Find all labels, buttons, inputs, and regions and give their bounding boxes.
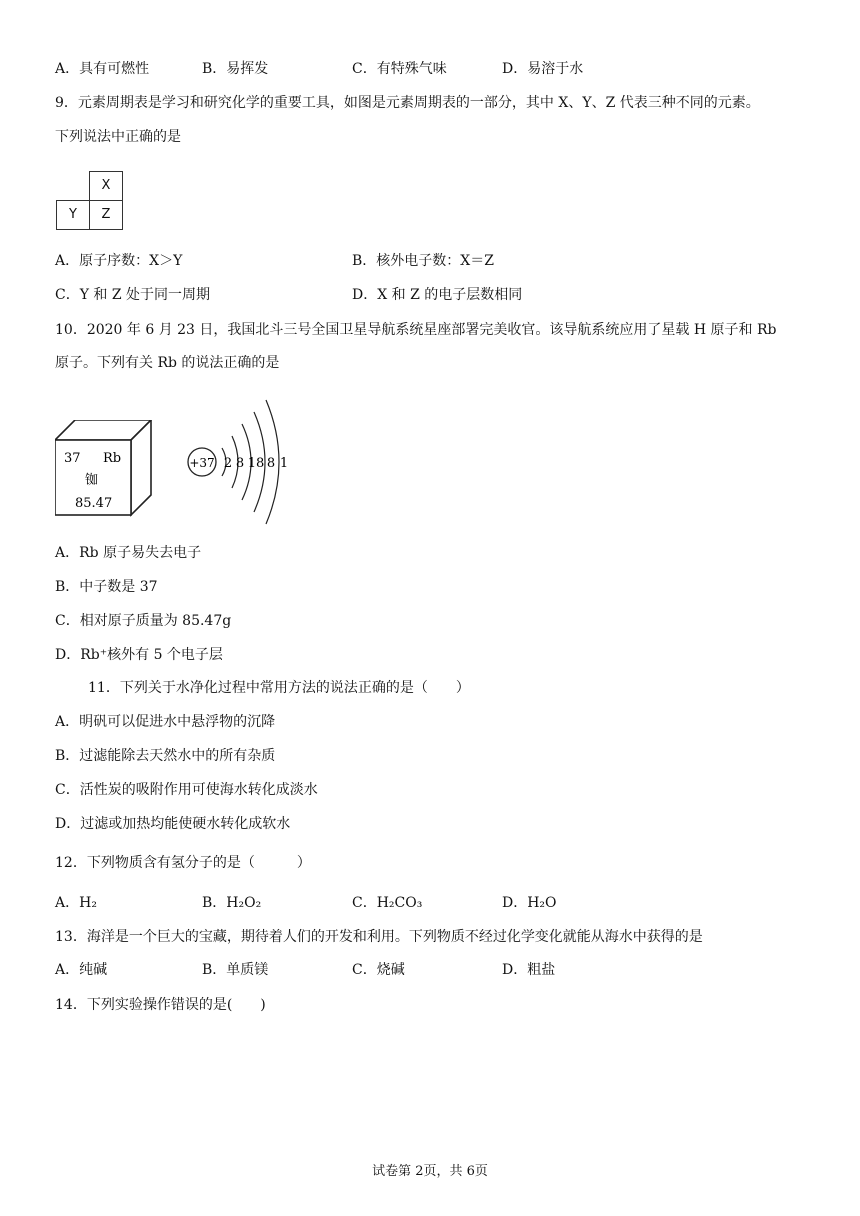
cell-x: X xyxy=(89,171,123,201)
q13-stem: 13．海洋是一个巨大的宝藏，期待着人们的开发和利用。下列物质不经过化学变化就能从海水中获得的是 xyxy=(55,929,703,945)
rb-chinese-name: 铷 xyxy=(85,473,99,488)
q12-option-b: B．H₂O₂ xyxy=(202,895,262,911)
q13-option-a: A．纯碱 xyxy=(55,962,108,978)
q12-option-d: D．H₂O xyxy=(502,895,557,911)
q10-option-a: A．Rb 原子易失去电子 xyxy=(55,545,202,561)
rb-element-cube xyxy=(55,420,155,520)
rb-symbol: Rb xyxy=(103,451,122,466)
q8-option-a: A．具有可燃性 xyxy=(55,61,150,77)
nucleus-charge: +37 xyxy=(189,456,215,470)
q11-stem: 11．下列关于水净化过程中常用方法的说法正确的是（ ） xyxy=(88,680,470,696)
q12-stem: 12．下列物质含有氢分子的是（ ） xyxy=(55,855,311,871)
q8-option-b: B．易挥发 xyxy=(202,61,269,77)
q9-option-d: D．X 和 Z 的电子层数相同 xyxy=(352,287,523,303)
q9-option-c: C．Y 和 Z 处于同一周期 xyxy=(55,287,211,303)
q11-option-d: D．过滤或加热均能使硬水转化成软水 xyxy=(55,816,291,832)
q10-option-b: B．中子数是 37 xyxy=(55,579,158,595)
page-footer: 试卷第 2页，共 6页 xyxy=(372,1164,488,1179)
shell-4-electrons: 8 xyxy=(266,456,276,471)
q11-option-c: C．活性炭的吸附作用可使海水转化成淡水 xyxy=(55,782,318,798)
q14-stem: 14．下列实验操作错误的是( ) xyxy=(55,997,266,1013)
q11-option-b: B．过滤能除去天然水中的所有杂质 xyxy=(55,748,276,764)
shell-5-electrons: 1 xyxy=(279,456,289,471)
rb-atom-structure-diagram xyxy=(182,396,292,528)
q12-option-a: A．H₂ xyxy=(55,895,97,911)
q9-option-b: B．核外电子数：X＝Z xyxy=(352,253,494,269)
q13-option-d: D．粗盐 xyxy=(502,962,556,978)
q9-option-a: A．原子序数：X＞Y xyxy=(55,253,183,269)
q8-option-c: C．有特殊气味 xyxy=(352,61,447,77)
shell-2-electrons: 8 xyxy=(235,456,245,471)
q13-option-c: C．烧碱 xyxy=(352,962,405,978)
q13-option-b: B．单质镁 xyxy=(202,962,269,978)
q10-stem-line2: 原子。下列有关 Rb 的说法正确的是 xyxy=(55,355,280,371)
shell-1-electrons: 2 xyxy=(223,456,233,471)
q10-stem-line1: 10．2020 年 6 月 23 日，我国北斗三号全国卫星导航系统星座部署完美收官。该导航系统应用了星载 H 原子和 Rb xyxy=(55,322,777,338)
rb-atomic-number: 37 xyxy=(64,451,81,466)
q9-stem-line1: 9．元素周期表是学习和研究化学的重要工具，如图是元素周期表的一部分，其中 X、Y、Z 代表三种不同的元素。 xyxy=(55,95,760,111)
q11-option-a: A．明矾可以促进水中悬浮物的沉降 xyxy=(55,714,276,730)
shell-3-electrons: 18 xyxy=(247,456,265,471)
q12-option-c: C．H₂CO₃ xyxy=(352,895,423,911)
q8-option-d: D．易溶于水 xyxy=(502,61,584,77)
cell-z: Z xyxy=(89,200,123,230)
q9-stem-line2: 下列说法中正确的是 xyxy=(55,129,181,145)
q10-option-d: D．Rb⁺核外有 5 个电子层 xyxy=(55,647,223,663)
cell-y: Y xyxy=(56,200,90,230)
q10-option-c: C．相对原子质量为 85.47g xyxy=(55,613,232,629)
rb-atomic-mass: 85.47 xyxy=(75,496,113,511)
